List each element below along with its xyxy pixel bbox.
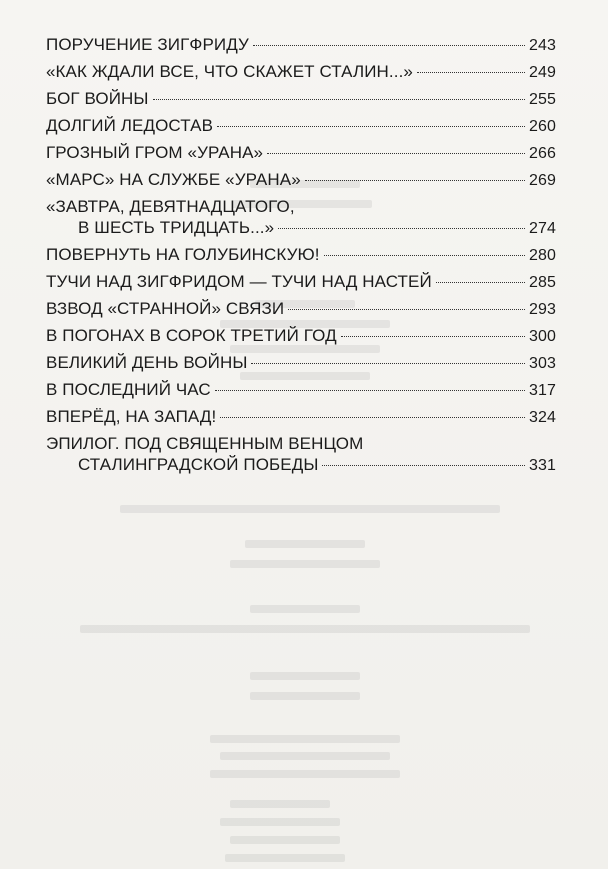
dot-leader	[288, 309, 525, 310]
toc-page-number: 269	[529, 172, 556, 189]
toc-page-number: 300	[529, 328, 556, 345]
toc-page-number: 255	[529, 91, 556, 108]
toc-entry	[46, 325, 556, 352]
toc-entry	[46, 196, 556, 238]
dot-leader	[253, 45, 525, 46]
toc-page-number: 331	[529, 457, 556, 474]
toc-entry	[46, 115, 556, 142]
toc-entry	[46, 271, 556, 298]
toc-entry-title-line1: ЭПИЛОГ. ПОД СВЯЩЕННЫМ ВЕНЦОМ	[46, 434, 364, 453]
toc-entry	[46, 88, 556, 115]
toc-entry-title: ГРОЗНЫЙ ГРОМ «УРАНА»	[46, 143, 264, 162]
toc-entry-title: «КАК ЖДАЛИ ВСЕ, ЧТО СКАЖЕТ СТАЛИН...»	[46, 62, 413, 81]
dot-leader	[324, 255, 525, 256]
dot-leader	[417, 72, 525, 73]
toc-entry	[46, 244, 556, 271]
toc-entry-title: ВЕЛИКИЙ ДЕНЬ ВОЙНЫ	[46, 353, 248, 372]
toc-entry-title-line2: В ШЕСТЬ ТРИДЦАТЬ...»	[78, 218, 275, 237]
toc-page-number: 324	[529, 409, 556, 426]
toc-entry-title: В ПОСЛЕДНИЙ ЧАС	[46, 380, 211, 399]
toc-entry-title: ПОВЕРНУТЬ НА ГОЛУБИНСКУЮ!	[46, 245, 320, 264]
dot-leader	[322, 465, 525, 466]
toc-entry	[46, 61, 556, 88]
toc-entry	[46, 169, 556, 196]
toc-entry-line2	[46, 217, 556, 238]
dot-leader	[153, 99, 525, 100]
toc-entry	[46, 406, 556, 433]
toc-entry	[46, 352, 556, 379]
table-of-contents	[46, 34, 556, 481]
toc-entry-title: «МАРС» НА СЛУЖБЕ «УРАНА»	[46, 170, 301, 189]
toc-page-number: 317	[529, 382, 556, 399]
toc-entry-title-line1: «ЗАВТРА, ДЕВЯТНАДЦАТОГО,	[46, 197, 295, 216]
toc-entry	[46, 433, 556, 475]
dot-leader	[436, 282, 525, 283]
toc-entry	[46, 379, 556, 406]
toc-entry	[46, 142, 556, 169]
toc-entry-title: ВПЕРЁД, НА ЗАПАД!	[46, 407, 217, 426]
toc-entry-title: ВЗВОД «СТРАННОЙ» СВЯЗИ	[46, 299, 285, 318]
toc-page-number: 280	[529, 247, 556, 264]
toc-entry-title: ПОРУЧЕНИЕ ЗИГФРИДУ	[46, 35, 249, 54]
toc-entry-title: ДОЛГИЙ ЛЕДОСТАВ	[46, 116, 214, 135]
toc-page-number: 249	[529, 64, 556, 81]
toc-entry-line2	[46, 454, 556, 475]
toc-page-number: 243	[529, 37, 556, 54]
dot-leader	[251, 363, 525, 364]
toc-entry-title: В ПОГОНАХ В СОРОК ТРЕТИЙ ГОД	[46, 326, 337, 345]
toc-entry-title-line2: СТАЛИНГРАДСКОЙ ПОБЕДЫ	[78, 455, 319, 474]
dot-leader	[341, 336, 525, 337]
toc-page-number: 274	[529, 220, 556, 237]
toc-page-number: 266	[529, 145, 556, 162]
dot-leader	[305, 180, 525, 181]
toc-entry	[46, 34, 556, 61]
dot-leader	[217, 126, 525, 127]
toc-page-number: 285	[529, 274, 556, 291]
dot-leader	[278, 228, 525, 229]
toc-page-number: 303	[529, 355, 556, 372]
dot-leader	[215, 390, 525, 391]
toc-entry-title: БОГ ВОЙНЫ	[46, 89, 149, 108]
dot-leader	[267, 153, 525, 154]
toc-entry	[46, 298, 556, 325]
dot-leader	[220, 417, 525, 418]
toc-page-number: 293	[529, 301, 556, 318]
toc-page-number: 260	[529, 118, 556, 135]
toc-entry-title: ТУЧИ НАД ЗИГФРИДОМ — ТУЧИ НАД НАСТЕЙ	[46, 272, 432, 291]
